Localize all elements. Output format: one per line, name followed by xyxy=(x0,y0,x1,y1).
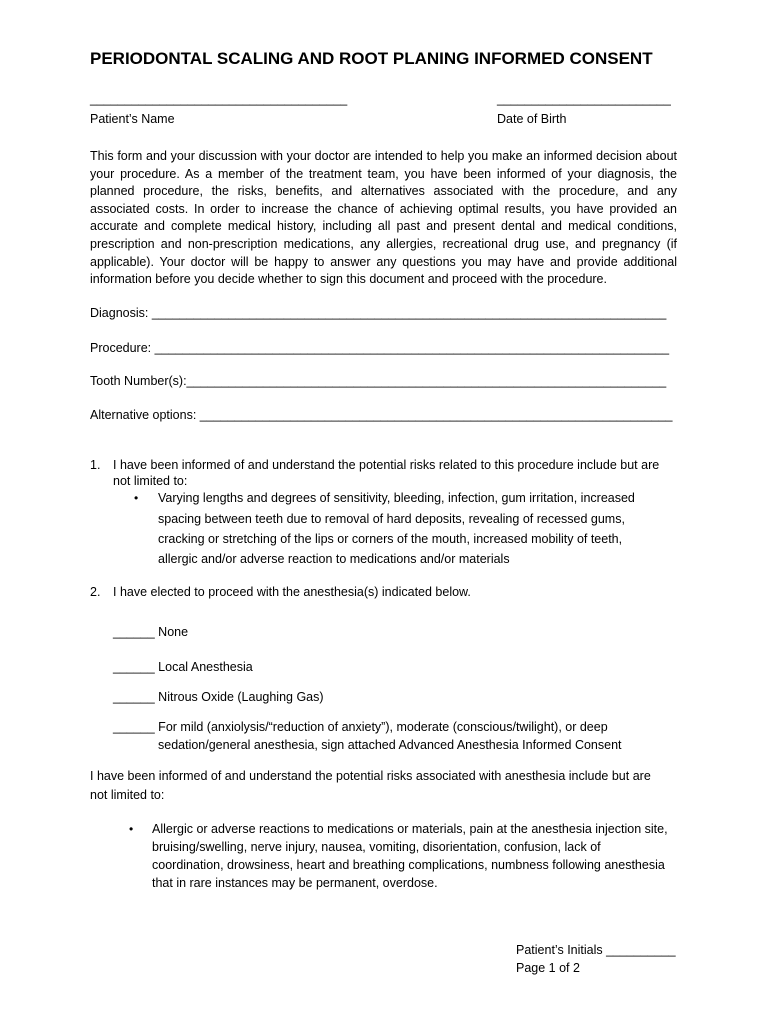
item-1-risk-line: spacing between teeth due to removal of hard deposits, revealing of recessed gums, xyxy=(158,512,625,526)
anesthesia-option-sedation-line2: sedation/general anesthesia, sign attached Advanced Anesthesia Informed Consent xyxy=(158,738,622,752)
item-1-risk-line: allergic and/or adverse reaction to medications and/or materials xyxy=(158,552,510,566)
anesthesia-option-nitrous: ______ Nitrous Oxide (Laughing Gas) xyxy=(113,690,324,704)
diagnosis-field: Diagnosis: __________________________________________________________________________ xyxy=(90,306,667,320)
item-1-risk-line: cracking or stretching of the lips or corners of the mouth, increased mobility of teeth, xyxy=(158,532,623,546)
alternative-options-field: Alternative options: ____________________________________________________________________ xyxy=(90,408,673,422)
item-2-text: I have elected to proceed with the anesthesia(s) indicated below. xyxy=(113,585,471,599)
item-1-risk-line: Varying lengths and degrees of sensitivity, bleeding, infection, gum irritation, increased xyxy=(158,491,635,505)
item-1-bullet: • xyxy=(134,491,139,505)
anesthesia-risk-line: Allergic or adverse reactions to medications or materials, pain at the anesthesia injection site, xyxy=(152,822,668,836)
anesthesia-risk-line: bruising/swelling, nerve injury, nausea, vomiting, disorientation, confusion, lack of xyxy=(152,840,601,854)
anesthesia-risk-line: coordination, drowsiness, heart and breathing complications, numbness following anesthesia xyxy=(152,858,665,872)
patient-name-line: _____________________________________ xyxy=(90,92,348,106)
anesthesia-risks-bullet: • xyxy=(129,822,134,836)
anesthesia-risks-text-line1: I have been informed of and understand the potential risks associated with anesthesia include but are xyxy=(90,769,651,783)
anesthesia-option-none: ______ None xyxy=(113,625,189,639)
page-number: Page 1 of 2 xyxy=(516,961,580,975)
date-of-birth-line: _________________________ xyxy=(497,92,671,106)
anesthesia-risk-line: that in rare instances may be permanent, overdose. xyxy=(152,876,438,890)
date-of-birth-label: Date of Birth xyxy=(497,112,567,126)
item-1-number: 1. xyxy=(90,458,101,472)
item-1-text-line2: not limited to: xyxy=(113,474,188,488)
tooth-numbers-field: Tooth Number(s):_____________________________________________________________________ xyxy=(90,374,667,388)
patient-initials-field: Patient’s Initials __________ xyxy=(516,943,676,957)
intro-paragraph: This form and your discussion with your doctor are intended to help you make an informed decision about your procedure. As a member of the treatment team, you have been informed of your diagnosis, the planned procedure, the risks, benefits, and alternatives associated with the procedure, and any associated costs. In order to increase the chance of achieving optimal results, you have provided an accurate and complete medical history, including all past and present dental and medical conditions, prescription and non-prescription medications, any allergies, recreational drug use, and pregnancy (if applicable). Your doctor will be happy to answer any questions you may have and provide additional information before you decide whether to sign this document and proceed with the procedure. xyxy=(90,149,677,287)
anesthesia-option-sedation: ______ For mild (anxiolysis/“reduction of anxiety”), moderate (conscious/twilight), or deep xyxy=(113,720,608,734)
page-title: PERIODONTAL SCALING AND ROOT PLANING INFORMED CONSENT xyxy=(90,49,653,68)
procedure-field: Procedure: __________________________________________________________________________ xyxy=(90,341,670,355)
item-2-number: 2. xyxy=(90,585,101,599)
anesthesia-risks-text-line2: not limited to: xyxy=(90,788,165,802)
anesthesia-option-local: ______ Local Anesthesia xyxy=(113,660,253,674)
patient-name-label: Patient’s Name xyxy=(90,112,175,126)
item-1-text-line1: I have been informed of and understand the potential risks related to this procedure include but are xyxy=(113,458,660,472)
